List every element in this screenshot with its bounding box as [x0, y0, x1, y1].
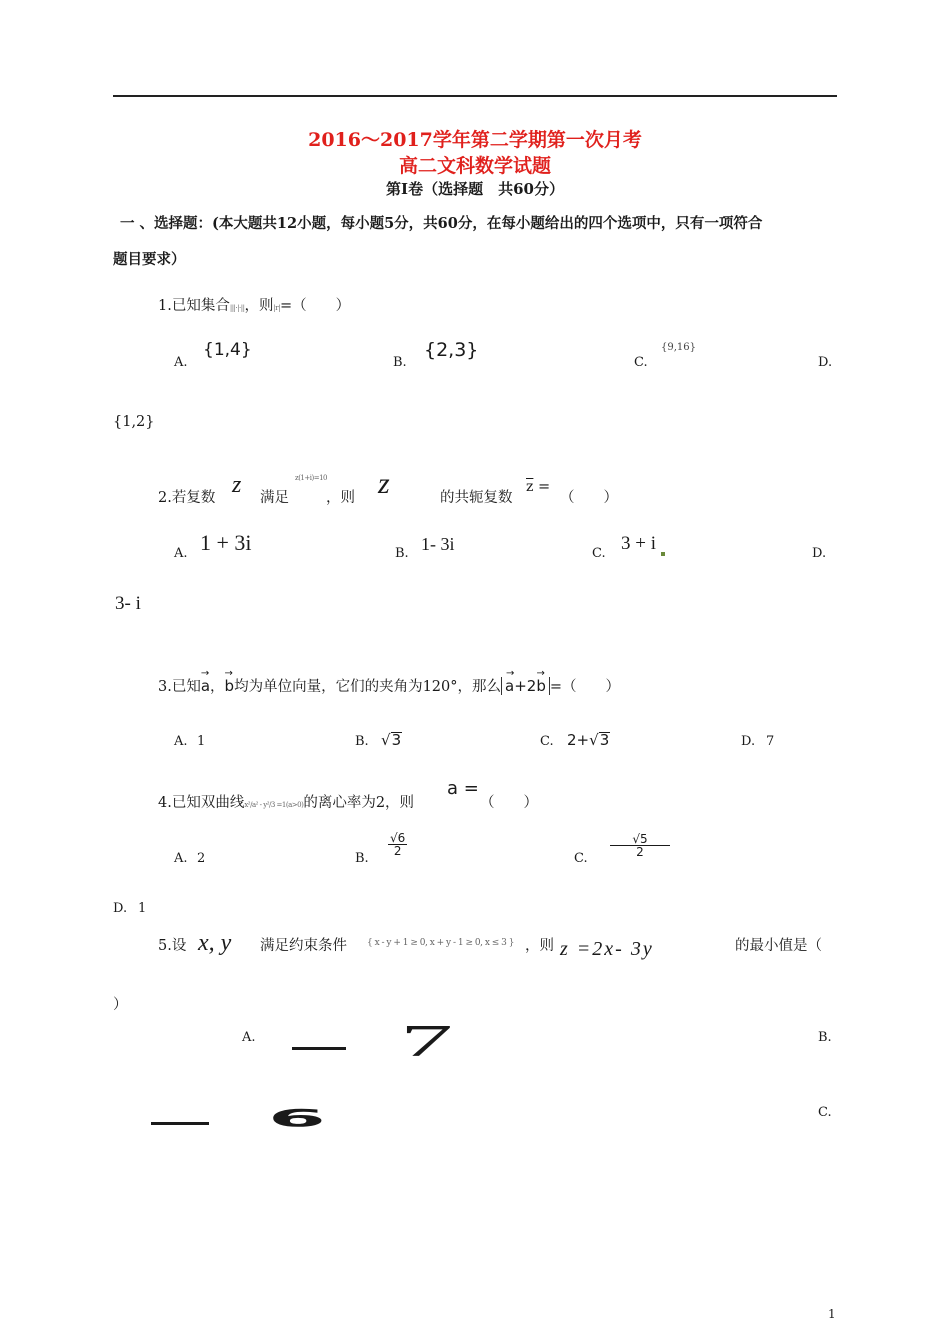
section-title: 第Ⅰ卷（选择题 共60分） [386, 180, 564, 198]
q2-conj-z: $\overline{z}$ [526, 479, 534, 495]
q4-option-b-radicand: 6 [397, 831, 406, 845]
q5-option-b-value: 6 [268, 1103, 326, 1133]
q3-option-c-label: C. [540, 734, 554, 749]
q1-option-a-value: {1,4} [203, 340, 252, 360]
q3-option-b-value: √3 [381, 731, 402, 749]
q4-option-a-value: 2 [197, 851, 206, 866]
q2-condition-image: z(1+i)=10 [295, 474, 327, 482]
q1-option-b-value: {2,3} [424, 339, 479, 361]
q2-paren: （ ） [560, 490, 618, 506]
q1-option-c-value: {9,16} [661, 342, 696, 353]
q4-option-c-label: C. [574, 851, 588, 866]
q4-option-b-value [388, 832, 407, 857]
question-4 [158, 791, 414, 812]
q3-arrow-expr-a-icon: → [506, 668, 515, 679]
q3-vector-b [224, 668, 235, 695]
instructions-line2: 题目要求） [113, 251, 186, 268]
q1-option-d-value: {1,2} [113, 414, 155, 430]
q4-option-d-label: D. [113, 901, 128, 916]
q2-option-b-label: B. [395, 546, 409, 561]
q5-then: ，则 [525, 938, 554, 954]
q1-suffix: =（ ） [280, 298, 351, 314]
exam-title: 2016～2017学年第二学期第一次月考 [308, 129, 642, 151]
q2-option-c-label: C. [592, 546, 606, 561]
q4-option-c-denominator: 2 [636, 845, 644, 859]
q3-option-a-value: 1 [197, 734, 206, 749]
q3-arrow-expr-b-icon: → [536, 668, 545, 679]
q4-option-c-fraction [610, 833, 670, 858]
q2-option-d-label: D. [812, 546, 827, 561]
q1-option-c-label: C. [634, 355, 648, 370]
q5-middle: 满足约束条件 [260, 938, 347, 954]
q3-option-a-label: A. [174, 734, 188, 749]
q5-close: ） [113, 997, 128, 1013]
q5-option-a-minus [292, 1047, 346, 1050]
question-1 [158, 294, 350, 315]
q1-option-d-label: D. [818, 355, 833, 370]
q4-option-b-label: B. [355, 851, 369, 866]
q3-middle: 均为单位向量，它们的夹角为120°，那么 [234, 679, 502, 695]
page-number: 1 [828, 1307, 836, 1321]
q4-middle: 的离心率为2，则 [303, 795, 415, 811]
q3-option-b-radicand: 3 [391, 731, 402, 749]
q2-var-z-large: z [378, 467, 390, 500]
q3-vec-a-label: a [200, 677, 211, 695]
q4-option-a-label: A. [174, 851, 188, 866]
q5-prefix: 5.设 [158, 938, 187, 954]
q2-option-a-label: A. [174, 546, 188, 561]
q4-option-c-radicand: 5 [640, 832, 648, 846]
q1-option-a-label: A. [174, 355, 188, 370]
q5-option-b-label: B. [818, 1030, 832, 1045]
q3-expr [501, 668, 550, 695]
header-rule [113, 95, 837, 97]
q3-option-d-label: D. [741, 734, 756, 749]
q3-sep: ， [210, 679, 225, 695]
q3-arrow-a-icon: → [200, 668, 210, 679]
q3-option-d-value: 7 [766, 734, 775, 749]
q2-equals: = [538, 479, 551, 495]
q3-expr-label: a+2b [505, 677, 546, 695]
q4-option-d-value: 1 [138, 901, 147, 916]
q3-vector-a [200, 668, 211, 695]
q5-option-b-minus [151, 1122, 209, 1125]
q1-prefix: 1.已知集合 [158, 298, 230, 314]
q4-option-c-value [610, 833, 670, 858]
q4-prefix: 4.已知双曲线 [158, 795, 245, 811]
q1-option-b-label: B. [393, 355, 407, 370]
q4-hyperbola-image: x²/a² - y²/3 =1(a>0) [244, 801, 304, 809]
q1-middle: ，则 [244, 298, 274, 314]
q4-option-b-numerator: √6 [390, 831, 406, 845]
q2-option-d-value: 3- i [115, 593, 141, 614]
q2-var-z: z [232, 472, 242, 498]
q5-option-a-label: A. [242, 1030, 256, 1045]
q3-prefix: 3.已知 [158, 679, 201, 695]
q2-option-b-value: 1- 3i [421, 534, 455, 554]
q4-option-b-denominator: 2 [393, 844, 402, 858]
q3-option-c-value: 2+√3 [567, 731, 610, 749]
q5-vars: x, y [198, 930, 232, 956]
q5-suffix: 的最小值是（ [735, 938, 822, 954]
q3-vec-b-label: b [224, 677, 235, 695]
q4-suffix: （ ） [480, 795, 538, 811]
q2-satisfy: 满足 [260, 490, 289, 506]
q3-suffix: =（ ） [549, 679, 620, 695]
instructions-line1: 一 、选择题：(本大题共12小题，每小题5分，共60分，在每小题给出的四个选项中，只有一项符合 [120, 215, 763, 232]
q5-option-a-value: 7 [400, 1015, 453, 1066]
q3-option-c-radicand: 3 [599, 731, 610, 749]
q2-then: ，则 [326, 490, 355, 506]
q2-option-c-value: 3 + i [621, 533, 656, 554]
q1-set-image: |||·|·|| [229, 304, 245, 312]
q4-option-b-fraction [388, 832, 407, 857]
exam-subtitle: 高二文科数学试题 [398, 155, 551, 177]
q2-prefix: 2.若复数 [158, 490, 216, 506]
q3-option-c-prefix: 2+ [567, 731, 590, 749]
q1-expr-image: |r| [273, 304, 281, 312]
q5-option-c-label: C. [818, 1105, 832, 1120]
q4-var-a: a = [447, 778, 479, 799]
question-3 [158, 668, 620, 696]
q2-stray-dot [661, 552, 665, 556]
q3-option-b-label: B. [355, 734, 369, 749]
q3-arrow-b-icon: → [224, 668, 233, 679]
q5-constraints-image: { x - y + 1 ≥ 0, x + y - 1 ≥ 0, x ≤ 3 } [367, 938, 514, 948]
q2-option-a-value: 1 + 3i [200, 530, 252, 555]
q4-option-c-numerator: √5 [610, 833, 670, 846]
q2-conjugate-text: 的共轭复数 [440, 490, 513, 506]
q5-objective: z =2x- 3y [560, 938, 654, 960]
